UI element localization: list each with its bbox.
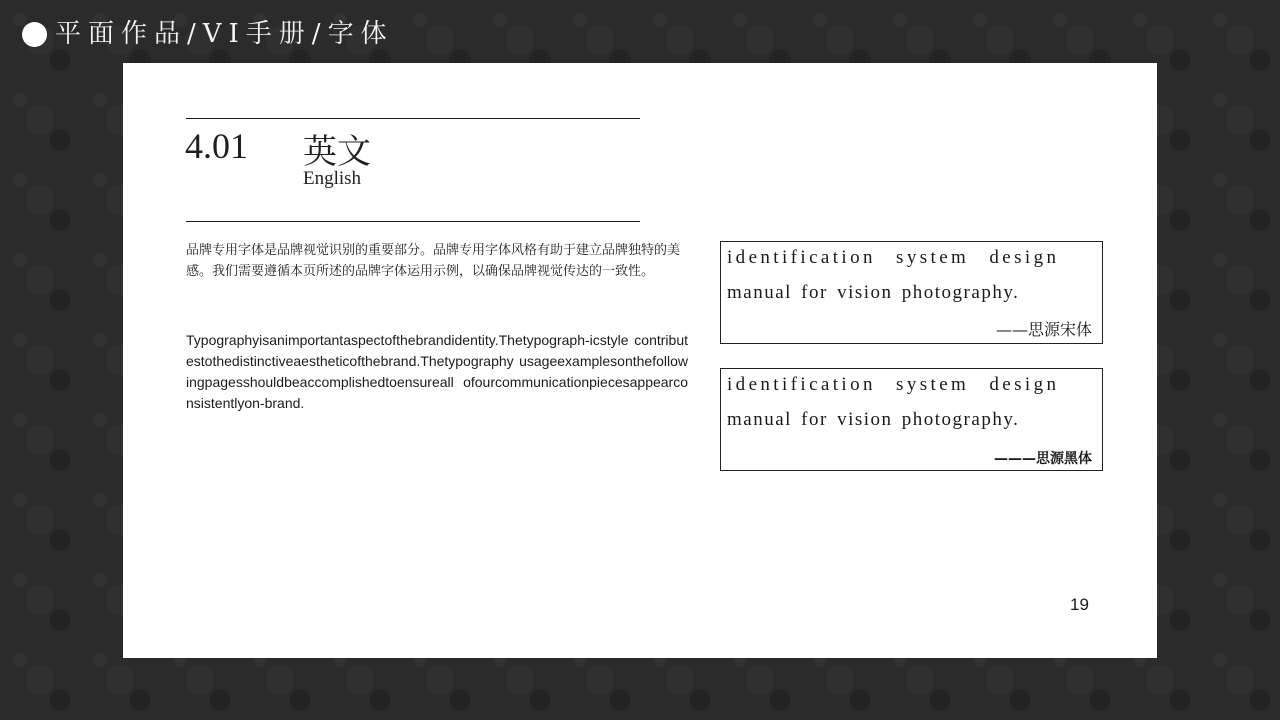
top-divider (186, 118, 640, 119)
font-name-caption: ———思源黑体 (994, 451, 1092, 467)
font-name-caption: ——思源宋体 (995, 320, 1092, 339)
body-text-english: Typographyisanimportantaspectofthebrandidentity.Thetypograph-icstyle contributestothedistinctiveaestheticofthebrand.Thetypography usageexamplesonthefollowingpagesshouldbeaccomplishedtoensureall ofourcommunicationpiecesappearconsistentlyon-brand. (186, 332, 688, 411)
sample-line-1: identification system design (727, 374, 1060, 395)
bottom-divider (186, 221, 640, 222)
section-title-chinese: 英文 (303, 132, 371, 172)
page-number: 19 (1070, 595, 1089, 614)
circle-bullet-icon (22, 22, 47, 47)
breadcrumb: 平面作品/VI手册/字体 (55, 19, 394, 49)
slide-page (123, 63, 1157, 658)
sample-line-1: identification system design (727, 247, 1060, 268)
body-text-chinese: 品牌专用字体是品牌视觉识别的重要部分。品牌专用字体风格有助于建立品牌独特的美感。我们需要遵循本页所述的品牌字体运用示例，以确保品牌视觉传达的一致性。 (186, 243, 681, 279)
header-bar (22, 14, 394, 54)
section-title-english: English (303, 168, 362, 189)
section-number: 4.01 (185, 126, 248, 166)
font-sample-card-hei (720, 368, 1103, 471)
sample-line-2: manual for vision photography. (727, 409, 1020, 430)
font-sample-card-song (720, 241, 1103, 344)
sample-line-2: manual for vision photography. (727, 282, 1020, 303)
